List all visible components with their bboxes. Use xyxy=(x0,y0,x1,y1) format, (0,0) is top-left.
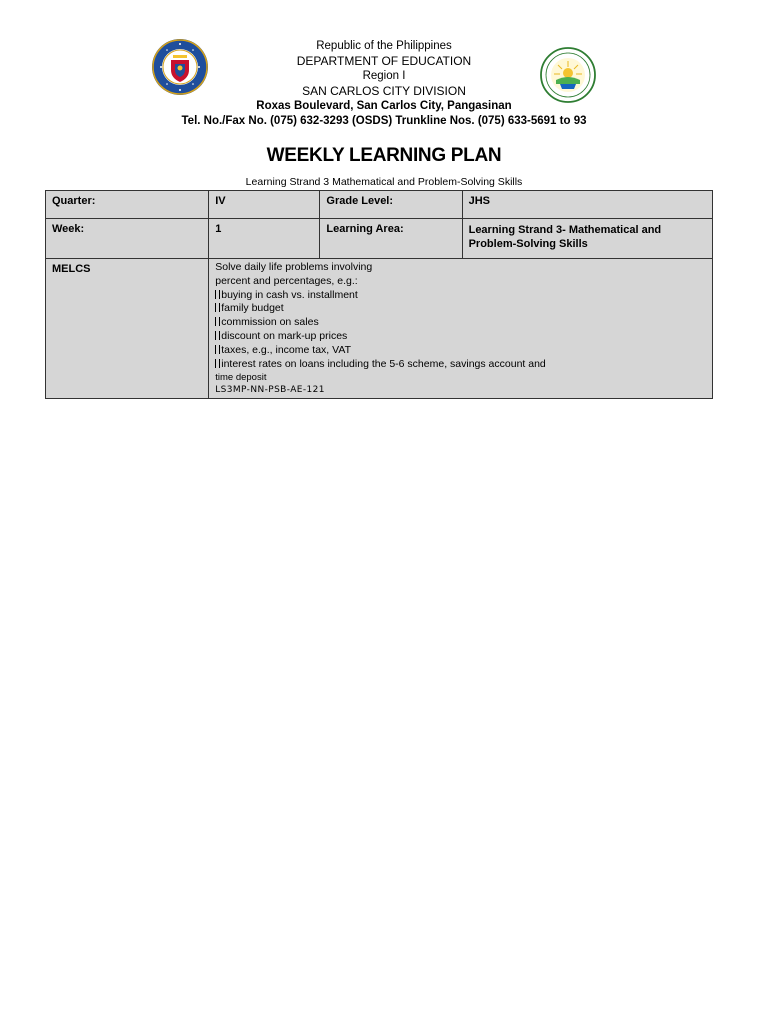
week-value: 1 xyxy=(209,219,320,259)
letterhead xyxy=(0,39,768,129)
melcs-intro: Solve daily life problems involving xyxy=(215,261,373,273)
learning-area-value: Learning Strand 3- Mathematical and Problem-Solving Skills xyxy=(462,219,712,259)
melcs-content xyxy=(209,259,713,399)
quarter-value: IV xyxy=(209,191,320,219)
melcs-code: LS3MP-NN-PSB-AE-121 xyxy=(215,385,325,396)
week-label: Week: xyxy=(46,219,209,259)
melcs-intro: percent and percentages, e.g.: xyxy=(215,274,358,287)
list-item: family budget xyxy=(215,302,706,316)
letterhead-division: SAN CARLOS CITY DIVISION xyxy=(302,84,466,98)
letterhead-republic: Republic of the Philippines xyxy=(316,40,452,52)
bullet-icon xyxy=(215,303,220,312)
list-item: discount on mark-up prices xyxy=(215,330,706,344)
table-row xyxy=(46,259,713,399)
letterhead-region: Region I xyxy=(362,70,406,82)
learning-strand-subtitle: Learning Strand 3 Mathematical and Problem-Solving Skills xyxy=(245,176,523,188)
letterhead-address: Roxas Boulevard, San Carlos City, Pangasinan xyxy=(256,100,512,112)
learning-area-label: Learning Area: xyxy=(320,219,462,259)
list-item: taxes, e.g., income tax, VAT xyxy=(215,344,706,358)
bullet-icon xyxy=(215,345,220,354)
bullet-icon xyxy=(215,290,220,299)
grade-level-label: Grade Level: xyxy=(320,191,462,219)
bullet-icon xyxy=(215,331,220,340)
melcs-label: MELCS xyxy=(46,259,209,399)
list-item: interest rates on loans including the 5-6 scheme, savings account and xyxy=(215,358,706,372)
grade-level-value: JHS xyxy=(462,191,712,219)
list-item: commission on sales xyxy=(215,316,706,330)
bullet-icon xyxy=(215,317,220,326)
list-item: buying in cash vs. installment xyxy=(215,289,706,303)
letterhead-contact: Tel. No./Fax No. (075) 632-3293 (OSDS) Trunkline Nos. (075) 633-5691 to 93 xyxy=(181,115,587,127)
page-title: WEEKLY LEARNING PLAN xyxy=(266,145,502,166)
table-row xyxy=(46,219,713,259)
letterhead-department: DEPARTMENT OF EDUCATION xyxy=(296,54,472,68)
melcs-continuation: time deposit xyxy=(215,372,267,384)
bullet-icon xyxy=(215,359,220,368)
learning-plan-table xyxy=(45,190,713,399)
table-row xyxy=(46,191,713,219)
quarter-label: Quarter: xyxy=(46,191,209,219)
